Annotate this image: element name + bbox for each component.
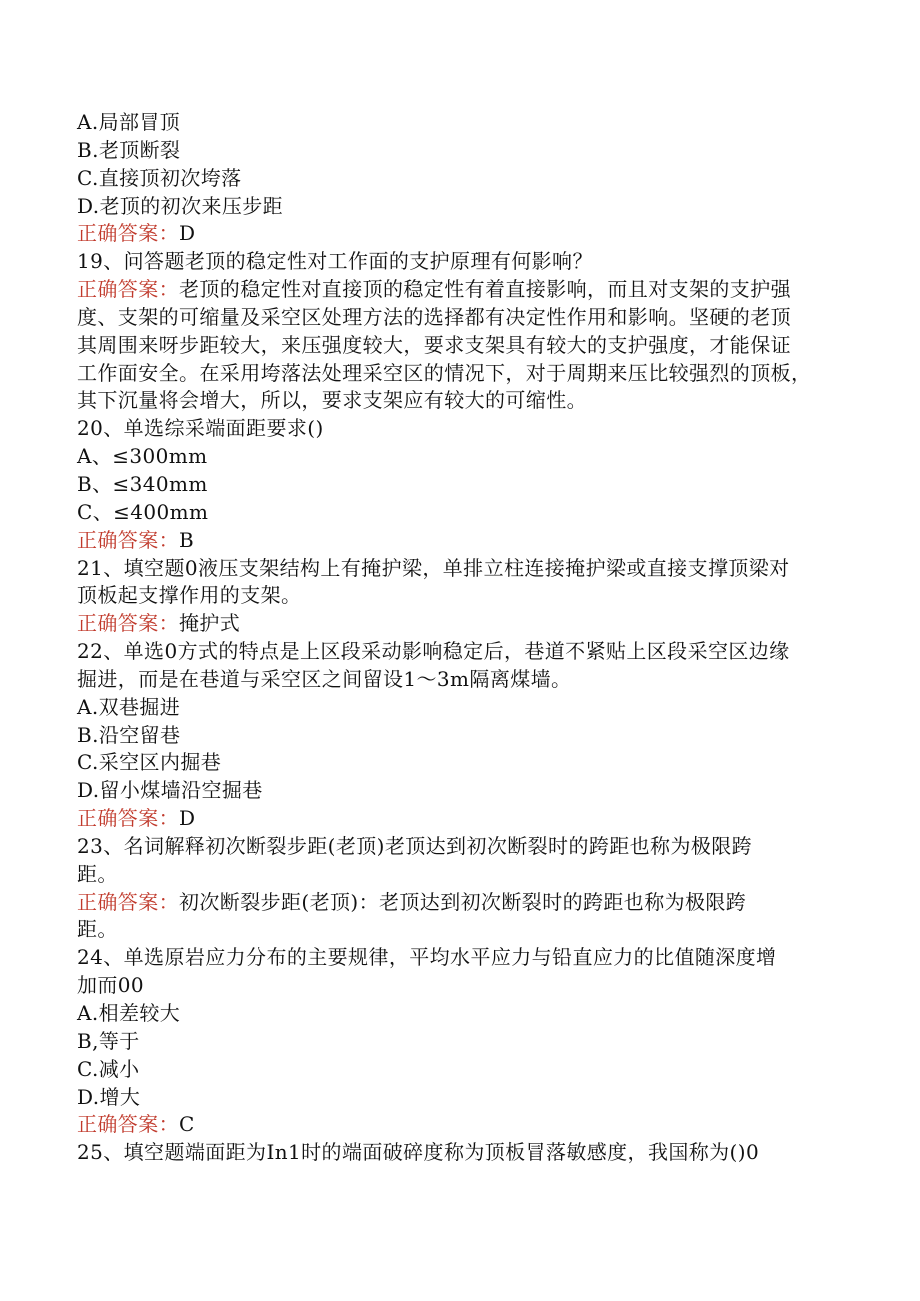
option-line: C.减小 <box>77 1056 140 1081</box>
option-line: B.老顶断裂 <box>77 137 181 162</box>
answer-label: 正确答案： <box>77 221 179 246</box>
answer-line <box>77 889 857 917</box>
option-line: A、≤300mm <box>77 444 208 469</box>
option-line: A.局部冒顶 <box>77 110 181 134</box>
answer-label: 正确答案： <box>77 611 179 636</box>
answer-line <box>77 220 857 248</box>
answer-line <box>77 527 857 555</box>
question-line: 19、问答题老顶的稳定性对工作面的支护原理有何影响？ <box>77 249 593 274</box>
question-line: 24、单选原岩应力分布的主要规律，平均水平应力与铅直应力的比值随深度增 <box>77 945 777 970</box>
text-line: 距。 <box>77 917 118 942</box>
answer-line <box>77 276 857 304</box>
answer-label: 正确答案： <box>77 527 179 552</box>
answer-label: 正确答案： <box>77 1112 179 1137</box>
text-line: 其周围来呀步距较大，来压强度较大，要求支架具有较大的支护强度，才能保证 <box>77 332 791 357</box>
answer-text: 初次断裂步距(老顶)：老顶达到初次断裂时的跨距也称为极限跨 <box>179 889 747 914</box>
answer-text: C <box>179 1112 195 1137</box>
option-line: B.沿空留巷 <box>77 722 181 747</box>
question-line: 20、单选综采端面距要求() <box>77 416 324 441</box>
option-line: B,等于 <box>77 1028 140 1053</box>
option-line: D.老顶的初次来压步距 <box>77 193 284 218</box>
answer-text: 老顶的稳定性对直接顶的稳定性有着直接影响，而且对支架的支护强 <box>179 277 791 302</box>
answer-text: B <box>179 527 195 552</box>
question-line: 22、单选0方式的特点是上区段采动影响稳定后，巷道不紧贴上区段采空区边缘 <box>77 639 790 664</box>
answer-line <box>77 610 857 638</box>
option-line: A.相差较大 <box>77 1001 181 1025</box>
option-line: C.直接顶初次垮落 <box>77 165 242 190</box>
text-line: 加而00 <box>77 973 145 998</box>
answer-line <box>77 1111 857 1139</box>
text-line: 掘进，而是在巷道与采空区之间留设1～3m隔离煤墙。 <box>77 666 572 691</box>
option-line: A.双巷掘进 <box>77 694 181 719</box>
text-line: 顶板起支撑作用的支架。 <box>77 583 302 608</box>
text-line: 度、支架的可缩量及采空区处理方法的选择都有决定性作用和影响。坚硬的老顶 <box>77 304 791 329</box>
question-line: 25、填空题端面距为In1时的端面破碎度称为顶板冒落敏感度，我国称为()0 <box>77 1140 760 1165</box>
answer-label: 正确答案： <box>77 806 179 831</box>
answer-label: 正确答案： <box>77 277 179 302</box>
answer-text: D <box>179 221 196 246</box>
answer-text: 掩护式 <box>179 611 241 636</box>
option-line: C.采空区内掘巷 <box>77 750 222 775</box>
option-line: D.留小煤墙沿空掘巷 <box>77 778 263 803</box>
answer-line <box>77 805 857 833</box>
question-line: 23、名词解释初次断裂步距(老顶)老顶达到初次断裂时的跨距也称为极限跨 <box>77 833 753 858</box>
question-line: 21、填空题0液压支架结构上有掩护梁，单排立柱连接掩护梁或直接支撑顶梁对 <box>77 555 790 580</box>
text-line: 距。 <box>77 861 118 886</box>
answer-text: D <box>179 806 196 831</box>
text-line: 其下沉量将会增大，所以，要求支架应有较大的可缩性。 <box>77 388 587 413</box>
option-line: D.增大 <box>77 1084 141 1109</box>
option-line: C、≤400mm <box>77 499 209 524</box>
document-body <box>77 109 857 1167</box>
option-line: B、≤340mm <box>77 471 208 496</box>
text-line: 工作面安全。在采用垮落法处理采空区的情况下，对于周期来压比较强烈的顶板， <box>77 360 812 385</box>
answer-label: 正确答案： <box>77 889 179 914</box>
